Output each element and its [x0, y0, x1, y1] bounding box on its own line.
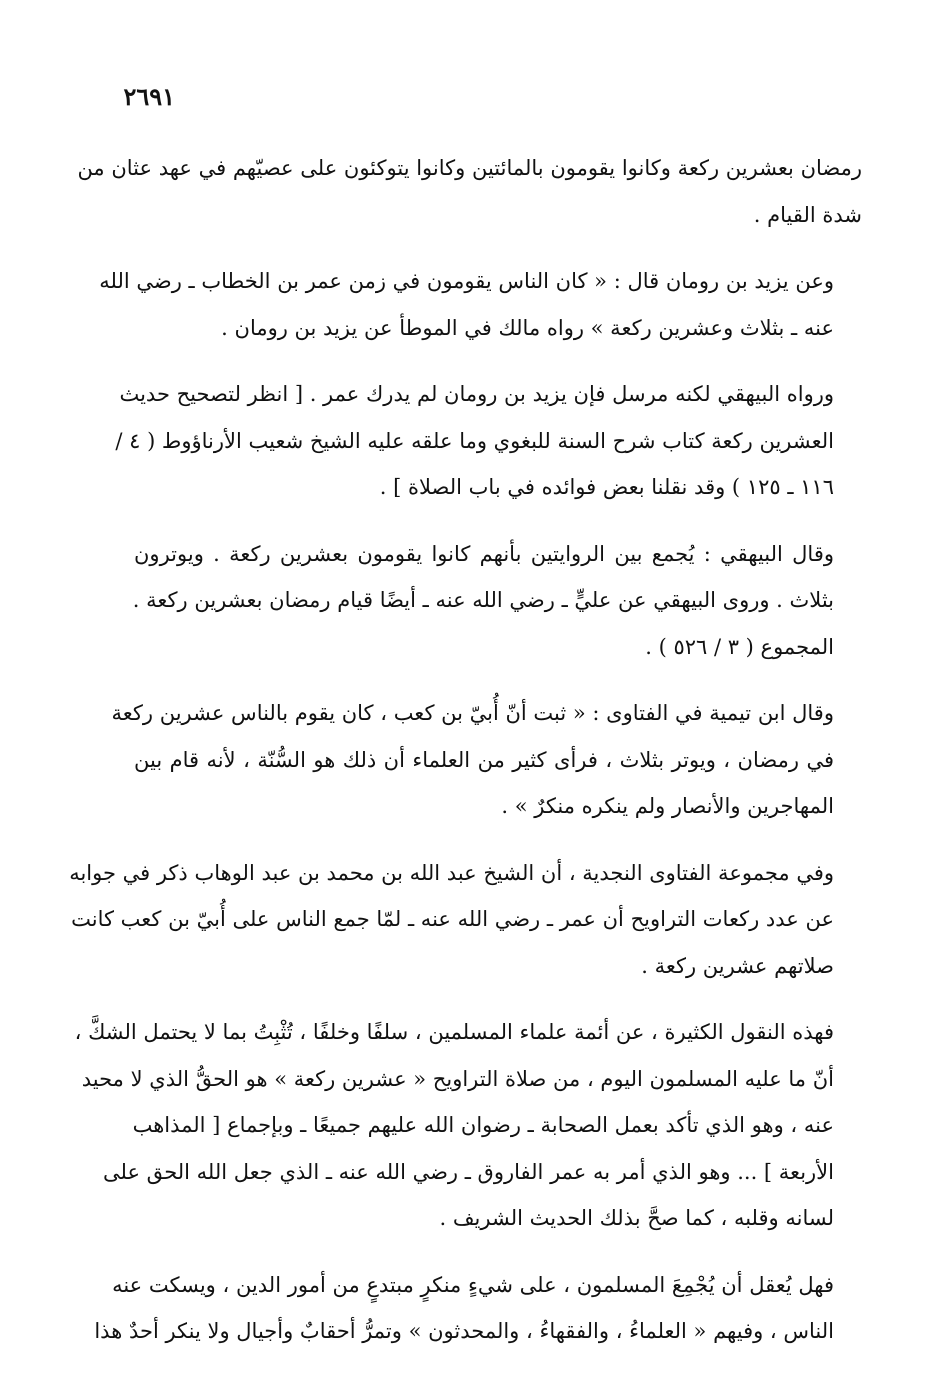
- text-line: لسانه وقلبه ، كما صحَّ بذلك الحديث الشريف .: [439, 1206, 834, 1230]
- text-line: فهذه النقول الكثيرة ، عن أئمة علماء المسلمين ، سلفًا وخلفًا ، تُثْبِتُ بما لا يحتمل الشكَّ ،: [74, 1020, 834, 1044]
- text-line: أنّ ما عليه المسلمون اليوم ، من صلاة التراويح « عشرين ركعة » هو الحقُّ الذي لا محيد: [81, 1066, 834, 1091]
- text-line: فهل يُعقل أن يُجْمِعَ المسلمون ، على شيءٍ منكرٍ مبتدعٍ من أمور الدين ، ويسكت عنه: [112, 1272, 834, 1297]
- text-line: بثلاث . وروى البيهقي عن عليٍّ ـ رضي الله عنه ـ أيضًا قيام رمضان بعشرين ركعة .: [132, 588, 834, 612]
- paragraph-6: [69, 850, 862, 990]
- text-line: عن عدد ركعات التراويح أن عمر ـ رضي الله عنه ـ لمّا جمع الناس على أُبيّ بن كعب كانت: [71, 907, 834, 931]
- text-line: وقال ابن تيمية في الفتاوى : « ثبت أنّ أُبيّ بن كعب ، كان يقوم بالناس عشرين ركعة: [111, 701, 834, 725]
- paragraph-1: [77, 145, 862, 238]
- paragraph-8: [94, 1262, 862, 1355]
- text-line: وفي مجموعة الفتاوى النجدية ، أن الشيخ عبد الله بن محمد بن عبد الوهاب ذكر في جوابه: [69, 860, 834, 885]
- text-line: ١١٦ ـ ١٢٥ ) وقد نقلنا بعض فوائده في باب الصلاة ] .: [379, 475, 834, 499]
- text-line: عنه ـ بثلاث وعشرين ركعة » رواه مالك في الموطأ عن يزيد بن رومان .: [221, 315, 834, 340]
- paragraph-4: [134, 531, 862, 671]
- text-line: صلاتهم عشرين ركعة .: [641, 953, 834, 978]
- text-line: وعن يزيد بن رومان قال : « كان الناس يقومون في زمن عمر بن الخطاب ـ رضي الله: [99, 269, 834, 293]
- page-number: ٢٦٩١: [123, 82, 175, 111]
- paragraph-2: [99, 258, 862, 351]
- text-line: المهاجرين والأنصار ولم ينكره منكرٌ » .: [501, 794, 834, 818]
- text-line: شدة القيام .: [753, 202, 862, 227]
- paragraph-3: [115, 371, 862, 511]
- paragraph-7: [74, 1009, 862, 1242]
- text-line: المجموع ( ٣ / ٥٢٦ ) .: [645, 634, 834, 659]
- text-line: رمضان بعشرين ركعة وكانوا يقومون بالمائتين وكانوا يتوكئون على عصيّهم في عهد عثان من: [77, 156, 862, 180]
- text-line: العشرين ركعة كتاب شرح السنة للبغوي وما علقه عليه الشيخ شعيب الأرناؤوط ( ٤ /: [115, 428, 834, 453]
- text-line: وقال البيهقي : يُجمع بين الروايتين بأنهم كانوا يقومون بعشرين ركعة . ويوترون: [134, 541, 834, 566]
- text-line: ورواه البيهقي لكنه مرسل فإن يزيد بن رومان لم يدرك عمر . [ انظر لتصحيح حديث: [119, 382, 834, 406]
- paragraph-5: [111, 690, 862, 830]
- text-line: عنه ، وهو الذي تأكد بعمل الصحابة ـ رضوان الله عليهم جميعًا ـ وبإجماع [ المذاهب: [132, 1113, 834, 1137]
- text-body: [69, 145, 862, 1375]
- text-line: الأربعة ] ... وهو الذي أمر به عمر الفاروق ـ رضي الله عنه ـ الذي جعل الله الحق على: [103, 1159, 834, 1184]
- text-line: الناس ، وفيهم « العلماءُ ، والفقهاءُ ، والمحدثون » وتمرُّ أحقابٌ وأجيال ولا ينكر أحدٌ هذا: [94, 1319, 834, 1343]
- text-line: في رمضان ، ويوتر بثلاث ، فرأى كثير من العلماء أن ذلك هو السُّنّة ، لأنه قام بين: [134, 747, 834, 772]
